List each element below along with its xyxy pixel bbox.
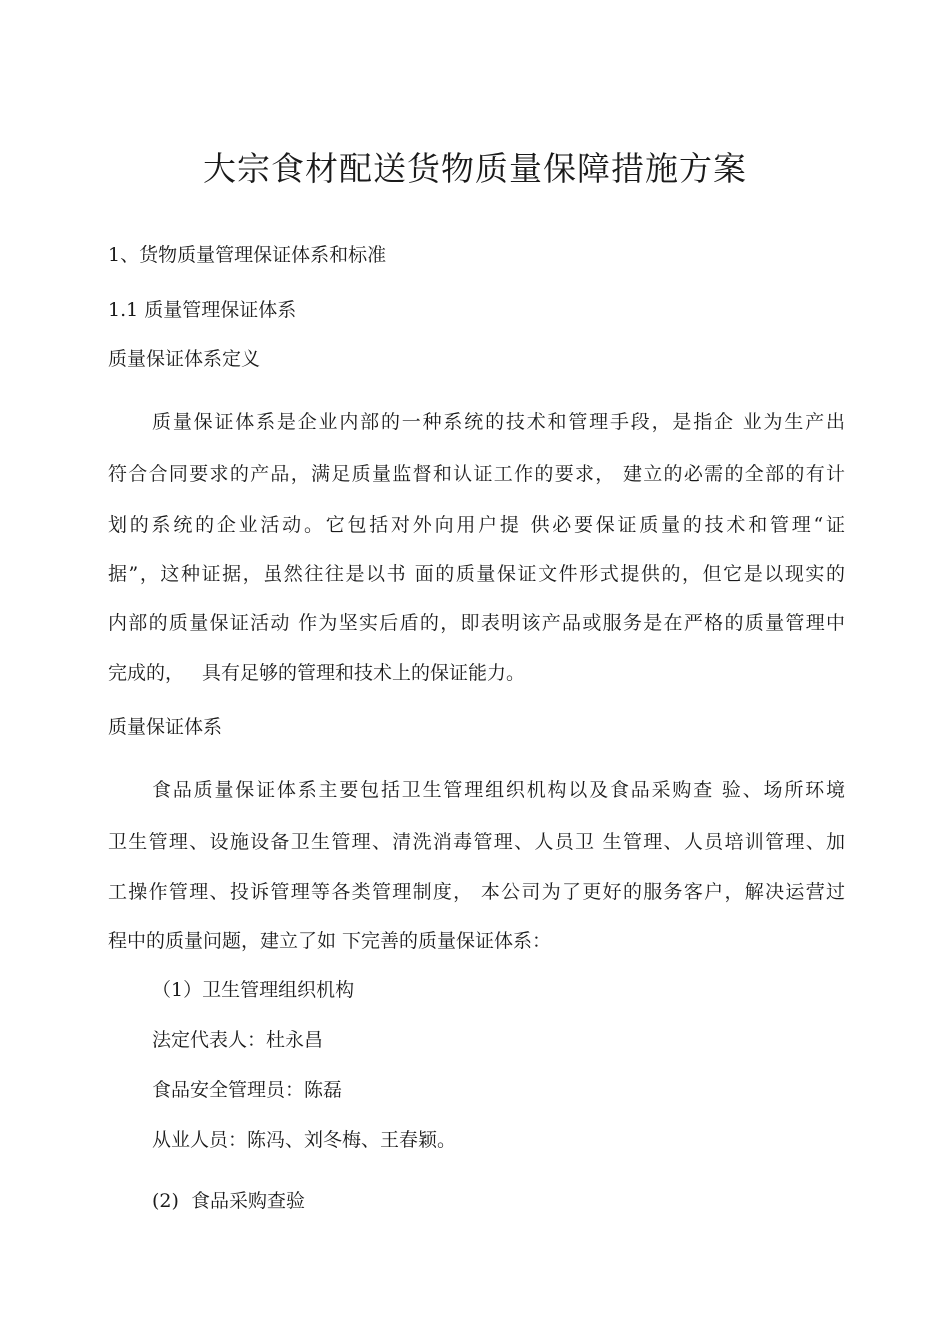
legal-representative: 法定代表人：杜永昌 — [152, 1029, 324, 1051]
system-paragraph-line: 卫生管理、设施设备卫生管理、清洗消毒管理、人员卫 生管理、人员培训管理、加 — [108, 831, 845, 853]
definition-heading: 质量保证体系定义 — [108, 348, 261, 370]
food-safety-manager: 食品安全管理员：陈磊 — [152, 1079, 343, 1101]
staff-members: 从业人员：陈冯、刘冬梅、王春颖。 — [152, 1129, 457, 1151]
section-heading-1: 1、货物质量管理保证体系和标准 — [108, 244, 387, 266]
system-paragraph-line: 食品质量保证体系主要包括卫生管理组织机构以及食品采购查 验、场所环境 — [152, 779, 845, 801]
org-heading: （1）卫生管理组织机构 — [152, 979, 355, 1001]
definition-paragraph-line: 内部的质量保证活动 作为坚实后盾的，即表明该产品或服务是在严格的质量管理中 — [108, 612, 845, 634]
definition-paragraph-line: 完成的， 具有足够的管理和技术上的保证能力。 — [108, 662, 526, 684]
system-heading: 质量保证体系 — [108, 716, 223, 738]
procurement-heading: (2) 食品采购查验 — [152, 1190, 305, 1212]
system-paragraph-line: 程中的质量问题，建立了如 下完善的质量保证体系： — [108, 930, 552, 952]
definition-paragraph-line: 划的系统的企业活动。它包括对外向用户提 供必要保证质量的技术和管理“证 — [108, 514, 845, 536]
system-paragraph-line: 工操作管理、投诉管理等各类管理制度， 本公司为了更好的服务客户，解决运营过 — [108, 881, 845, 903]
section-heading-1-1: 1.1 质量管理保证体系 — [108, 299, 297, 321]
definition-paragraph-line: 质量保证体系是企业内部的一种系统的技术和管理手段，是指企 业为生产出 — [152, 411, 845, 433]
definition-paragraph-line: 符合合同要求的产品，满足质量监督和认证工作的要求， 建立的必需的全部的有计 — [108, 463, 845, 485]
document-title: 大宗食材配送货物质量保障措施方案 — [203, 149, 747, 188]
definition-paragraph-line: 据”，这种证据，虽然往往是以书 面的质量保证文件形式提供的，但它是以现实的 — [108, 563, 845, 585]
